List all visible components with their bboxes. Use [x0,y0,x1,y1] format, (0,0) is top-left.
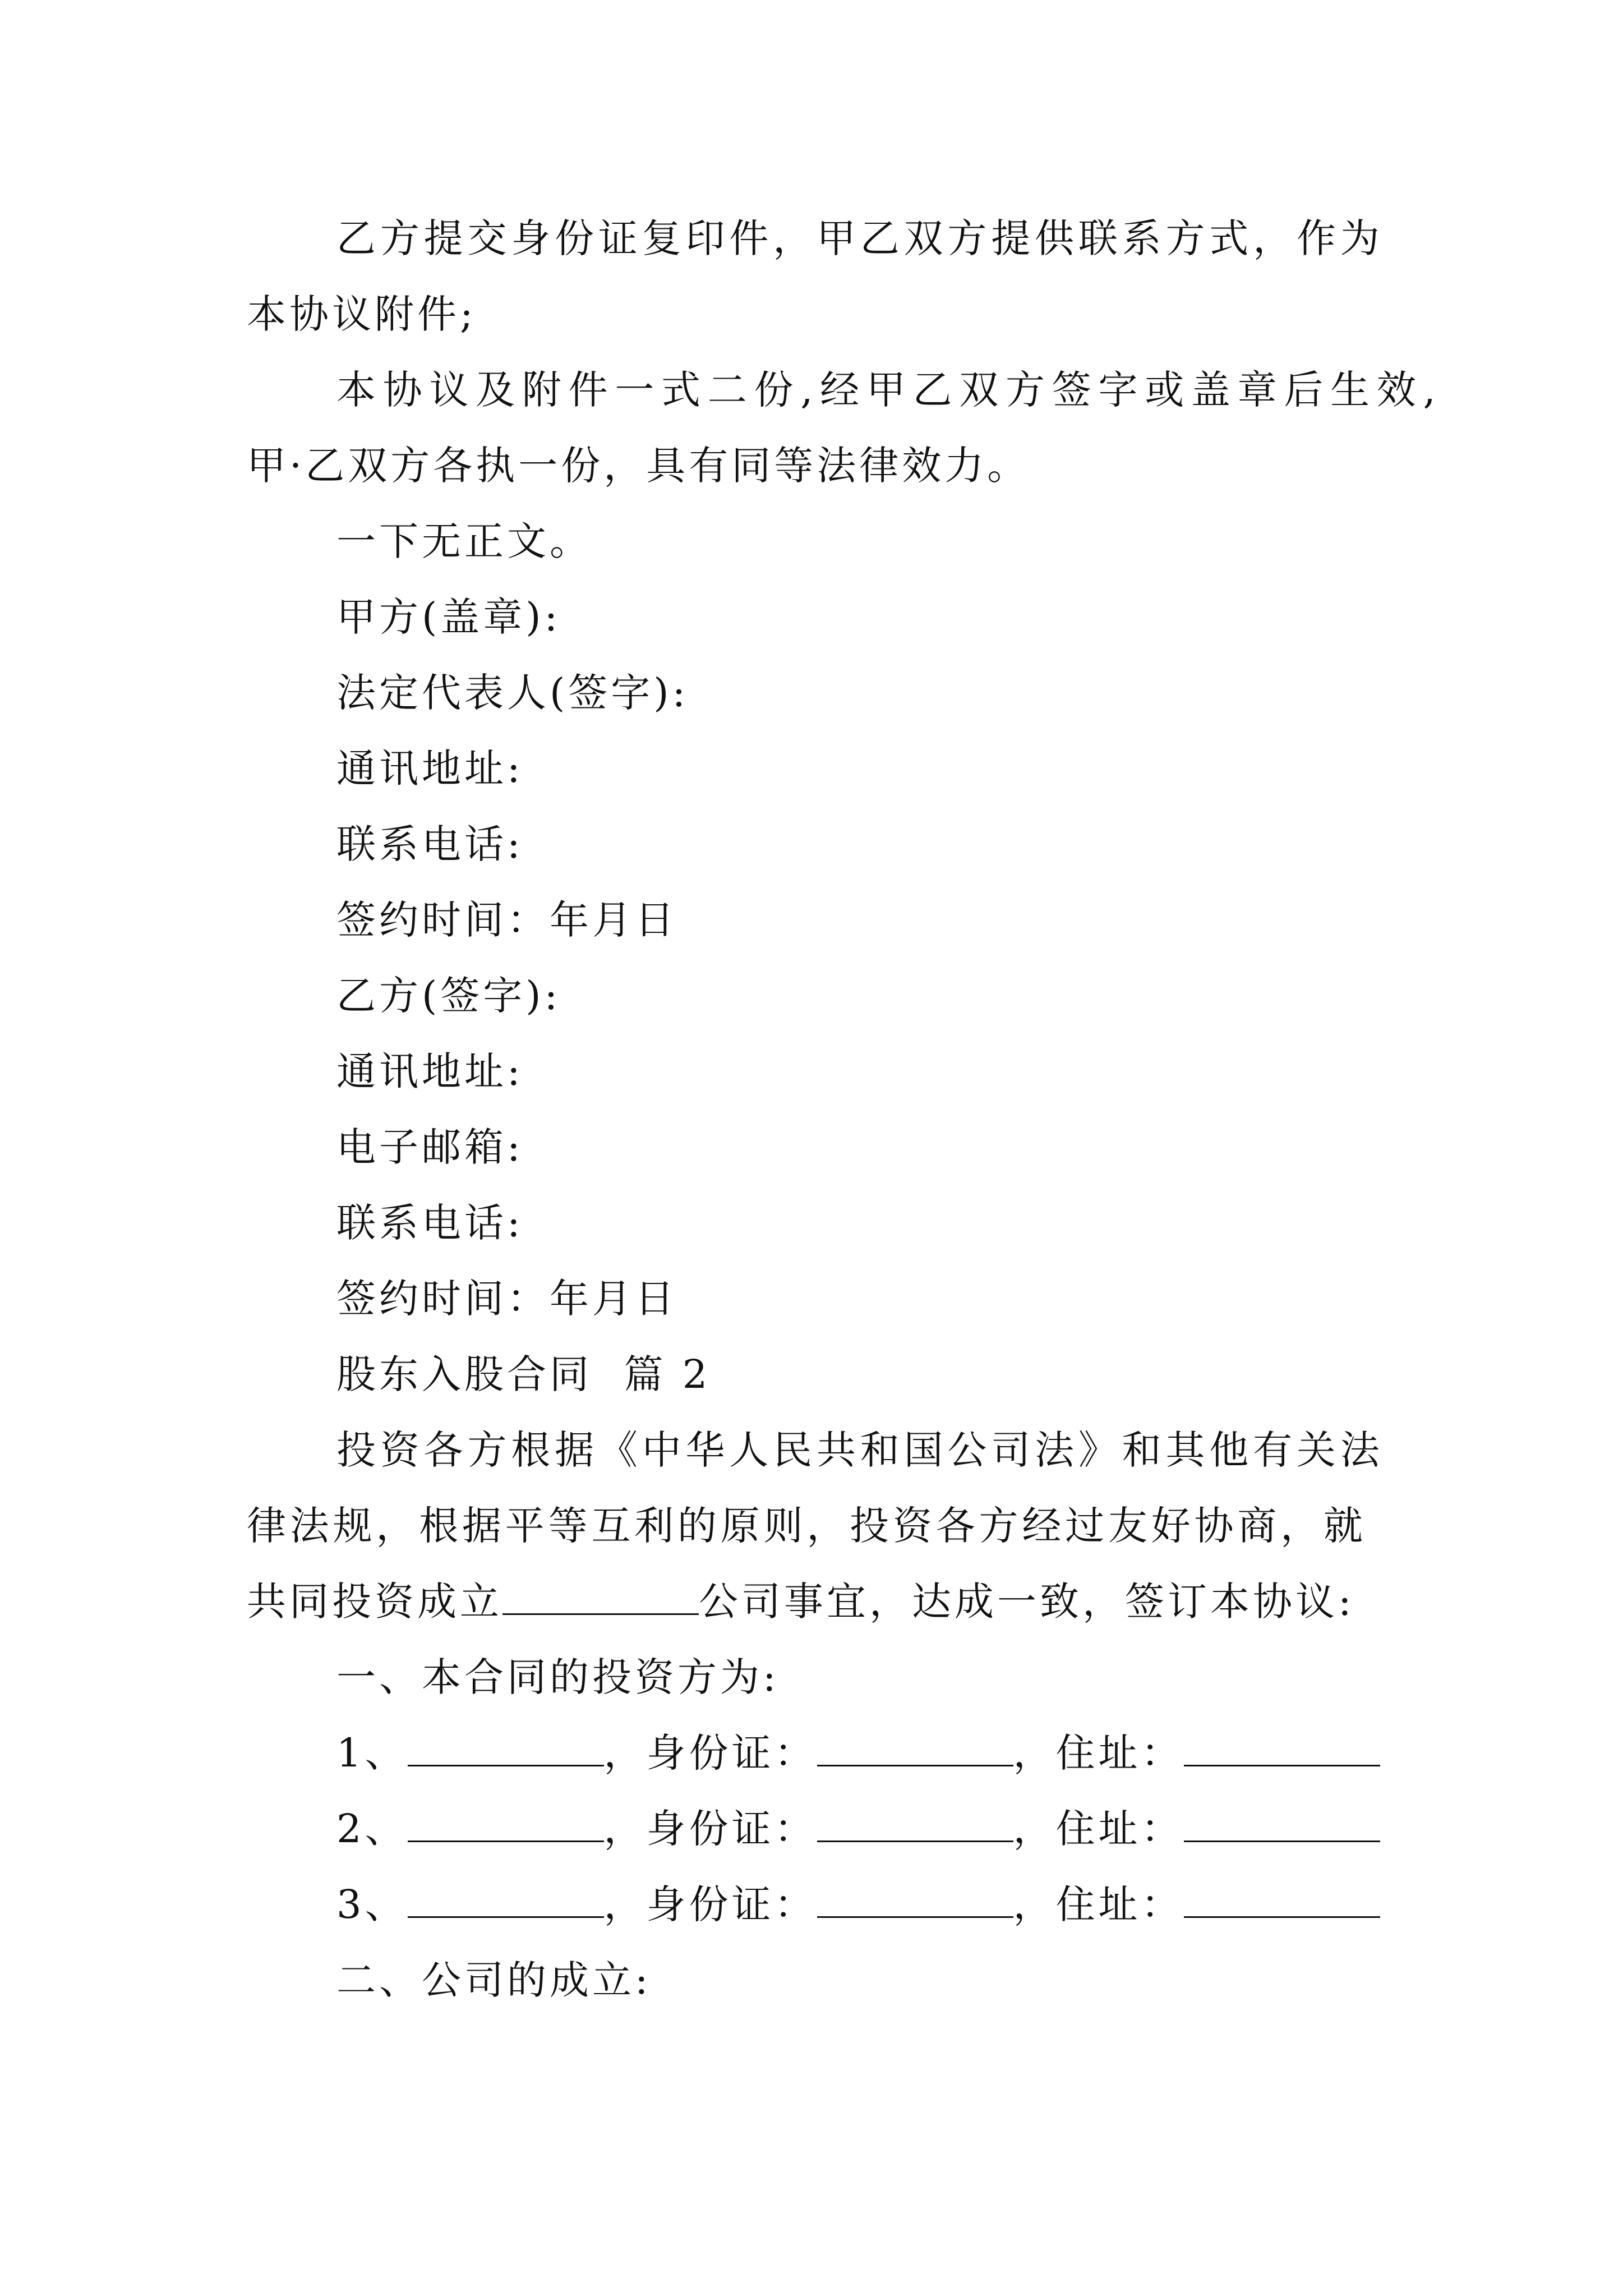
text-char: 利 [634,1503,674,1549]
text-char: 》 [1078,1427,1118,1473]
text-char: 为 [1340,215,1380,261]
text-char: , [800,367,813,413]
clause-2-title: 二、公司的成立: [336,1957,652,2003]
text-char: 交 [467,215,507,261]
text-char: 律 [247,1503,286,1549]
text-char: 份 [754,367,794,413]
text-char: 根 [511,1427,551,1473]
text-char: 二 [707,367,747,413]
text-char: 方 [467,1427,507,1473]
text-char: 中 [642,1427,681,1473]
text-char: 方 [1165,215,1205,261]
text-char: 的 [677,1503,717,1549]
text-char: 生 [1330,367,1370,413]
text-char: 方 [979,1503,1018,1549]
text-char: ， [376,1503,416,1549]
text-char: 章 [1237,367,1277,413]
party-b-sign-date: 签约时间：年月日 [336,1276,677,1322]
text-char: 司 [991,1427,1031,1473]
text-char: 华 [685,1427,725,1473]
paragraph-2-line-2: 甲·乙双方各执一份，具有同等法律效力。 [247,443,1030,489]
investor-name-blank [408,1801,604,1842]
text-char: 过 [1065,1503,1105,1549]
text-char: 据 [555,1427,594,1473]
investor-number: 1、 [336,1730,408,1776]
party-a-phone-label: 联系电话: [336,821,524,867]
text-char: 其 [1165,1427,1205,1473]
investor-row [336,1801,1380,1857]
text-char: 据 [462,1503,501,1549]
text-char: 盖 [1191,367,1230,413]
text-char: 根 [419,1503,459,1549]
text-char: 附 [522,367,561,413]
text-char: 和 [1122,1427,1161,1473]
text-char: 他 [1209,1427,1249,1473]
text-char: 身 [511,215,551,261]
text-char: ， [1253,215,1293,261]
text-char: 经 [1022,1503,1062,1549]
party-a-seal-label: 甲方(盖章): [336,594,561,640]
text-char: 法 [1340,1427,1380,1473]
party-b-email-label: 电子邮箱: [336,1124,524,1170]
text-char: 乙 [336,215,376,261]
text-char: 件 [729,215,769,261]
investor-row [336,1876,1380,1932]
text-char: 各 [423,1427,463,1473]
investor-row [336,1725,1380,1781]
text-char: 后 [1284,367,1324,413]
paragraph-2-line-1 [336,362,1436,418]
text-char: 方 [380,215,419,261]
text-char: 和 [860,1427,900,1473]
text-char: 印 [685,215,725,261]
text-char: 有 [1253,1427,1293,1473]
text-char: 则 [763,1503,803,1549]
text-char: 《 [598,1427,638,1473]
party-b-sign-label: 乙方(签字): [336,973,561,1019]
text-char: 一 [615,367,654,413]
preamble-line-2 [247,1498,1363,1554]
investor-address-label: ，住址： [1013,1881,1184,1927]
text-char: 议 [429,367,469,413]
text-char: 法 [289,1503,329,1549]
text-char: 国 [903,1427,943,1473]
text-char: 法 [1035,1427,1074,1473]
text-char: 效 [1376,367,1416,413]
clause-1-title: 一、本合同的投资方为: [336,1654,780,1700]
text-char: 方 [947,215,987,261]
text-char: 系 [1122,215,1161,261]
text-char: ， [806,1503,846,1549]
company-name-blank [502,1574,699,1615]
preamble-line-3 [247,1573,1355,1630]
investor-address-blank [1184,1801,1380,1842]
text-char: 证 [598,215,638,261]
text-char: 乙 [860,215,900,261]
text-char: 本 [336,367,376,413]
text-char: 式 [1209,215,1249,261]
text-char: 式 [661,367,701,413]
text-char: 件 [568,367,608,413]
text-char: , [1423,367,1436,413]
investor-name-blank [408,1726,604,1766]
investor-name-blank [408,1877,604,1918]
text-char: 协 [382,367,422,413]
text-char: 甲 [816,215,856,261]
investor-address-label: ，住址： [1013,1806,1184,1852]
text-char: 资 [380,1427,419,1473]
paragraph-1-line-1 [336,210,1380,266]
investor-id-blank [817,1801,1013,1842]
text-char: 及 [476,367,515,413]
text-char: 提 [423,215,463,261]
party-a-legal-rep-label: 法定代表人(签字): [336,670,689,716]
text-char: 双 [959,367,999,413]
text-char: 经 [820,367,860,413]
text-char: 字 [1098,367,1138,413]
text-char: 资 [892,1503,932,1549]
text-char: 就 [1323,1503,1363,1549]
text-char: 方 [1006,367,1045,413]
text-char: 商 [1237,1503,1277,1549]
text-char: 提 [991,215,1031,261]
text-char: 甲 [866,367,906,413]
text-char: 原 [720,1503,760,1549]
text-char: ， [773,215,813,261]
text-char: 平 [505,1503,545,1549]
paragraph-1-line-2: 本协议附件; [247,291,477,337]
text-char: 等 [548,1503,588,1549]
text-char: 关 [1296,1427,1336,1473]
text-char: 各 [935,1503,975,1549]
text-char: 友 [1108,1503,1147,1549]
text-char: 签 [1052,367,1091,413]
investor-id-label: ，身份证： [603,1881,817,1927]
text-char: 复 [642,215,681,261]
investor-id-label: ，身份证： [603,1806,817,1852]
party-a-address-label: 通讯地址: [336,746,524,792]
text-char: 联 [1078,215,1118,261]
section-2-title: 股东入股合同 篇 2 [336,1351,711,1397]
party-b-phone-label: 联系电话: [336,1200,524,1246]
text-char: 乙 [912,367,952,413]
text-char: 作 [1296,215,1336,261]
text-char: 或 [1145,367,1184,413]
text-char: 投 [336,1427,376,1473]
text-char: 规 [333,1503,372,1549]
investor-address-blank [1184,1726,1380,1766]
end-note: 一下无正文。 [336,518,592,564]
text-char: 投 [850,1503,889,1549]
investor-address-label: ，住址： [1013,1730,1184,1776]
preamble-line-3-after: 公司事宜，达成一致，签订本协议: [699,1579,1355,1625]
party-b-address-label: 通讯地址: [336,1048,524,1094]
text-char: 民 [773,1427,813,1473]
text-char: 协 [1194,1503,1234,1549]
text-char: 人 [729,1427,769,1473]
text-char: 共 [816,1427,856,1473]
investor-address-blank [1184,1877,1380,1918]
preamble-line-1 [336,1422,1380,1478]
investor-id-label: ，身份证： [603,1730,817,1776]
text-char: 双 [903,215,943,261]
text-char: 互 [591,1503,631,1549]
text-char: ， [1280,1503,1320,1549]
investor-id-blank [817,1726,1013,1766]
preamble-line-3-before: 共同投资成立 [247,1579,502,1625]
text-char: 份 [555,215,594,261]
text-char: 好 [1151,1503,1191,1549]
text-char: 供 [1035,215,1074,261]
investor-number: 2、 [336,1806,408,1852]
investor-number: 3、 [336,1881,408,1927]
party-a-sign-date: 签约时间：年月日 [336,897,677,943]
investor-id-blank [817,1877,1013,1918]
text-char: 公 [947,1427,987,1473]
